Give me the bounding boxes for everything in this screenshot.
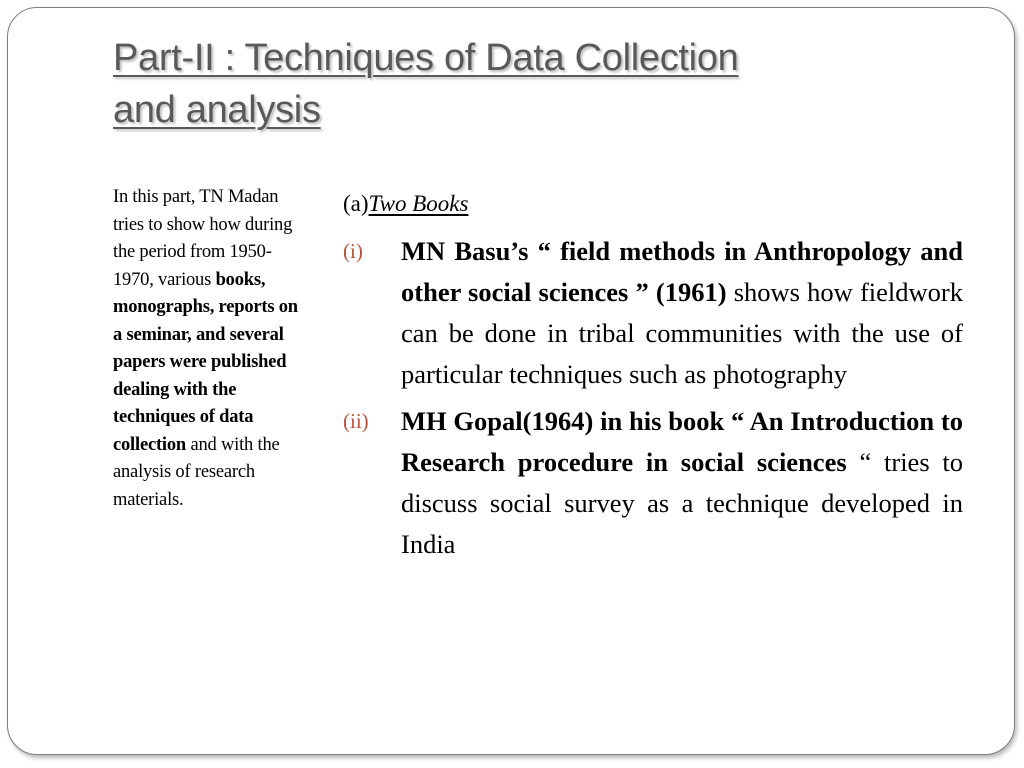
right-column <box>343 187 963 565</box>
slide-title-line-1: Part-II : Techniques of Data Collection <box>113 37 739 79</box>
item-i-bold-text: MN Basu’s “ field methods in Anthropology and other social sciences ” (1961) <box>401 236 963 307</box>
item-i-text: shows how fieldwork can be done in tribal communities with the use of particular techniques such as photography <box>401 277 963 389</box>
list-marker-ii: (ii) <box>343 409 369 433</box>
list-item-i <box>343 231 963 395</box>
left-column-text <box>113 184 305 514</box>
list-item-ii <box>343 401 963 565</box>
subheading <box>343 187 963 225</box>
left-outro-text: and with the analysis of research materials. <box>113 434 280 510</box>
item-ii-text: “ tries to discuss social survey as a technique developed in India <box>401 447 964 559</box>
left-intro-text: In this part, TN Madan tries to show how during the period from 1950-1970, various <box>113 187 293 290</box>
slide-title-line-2: and analysis <box>113 89 321 131</box>
left-bold-text: books, monographs, reports on a seminar, and several papers were published dealing with the techniques of data collection <box>113 269 298 455</box>
list-marker-i: (i) <box>343 239 363 263</box>
slide-title <box>113 32 993 136</box>
item-ii-bold-text: MH Gopal(1964) in his book “ An Introduction to Research procedure in social sciences <box>401 406 963 477</box>
subheading-title: Two Books <box>368 191 469 216</box>
subheading-prefix: (a) <box>343 191 369 216</box>
